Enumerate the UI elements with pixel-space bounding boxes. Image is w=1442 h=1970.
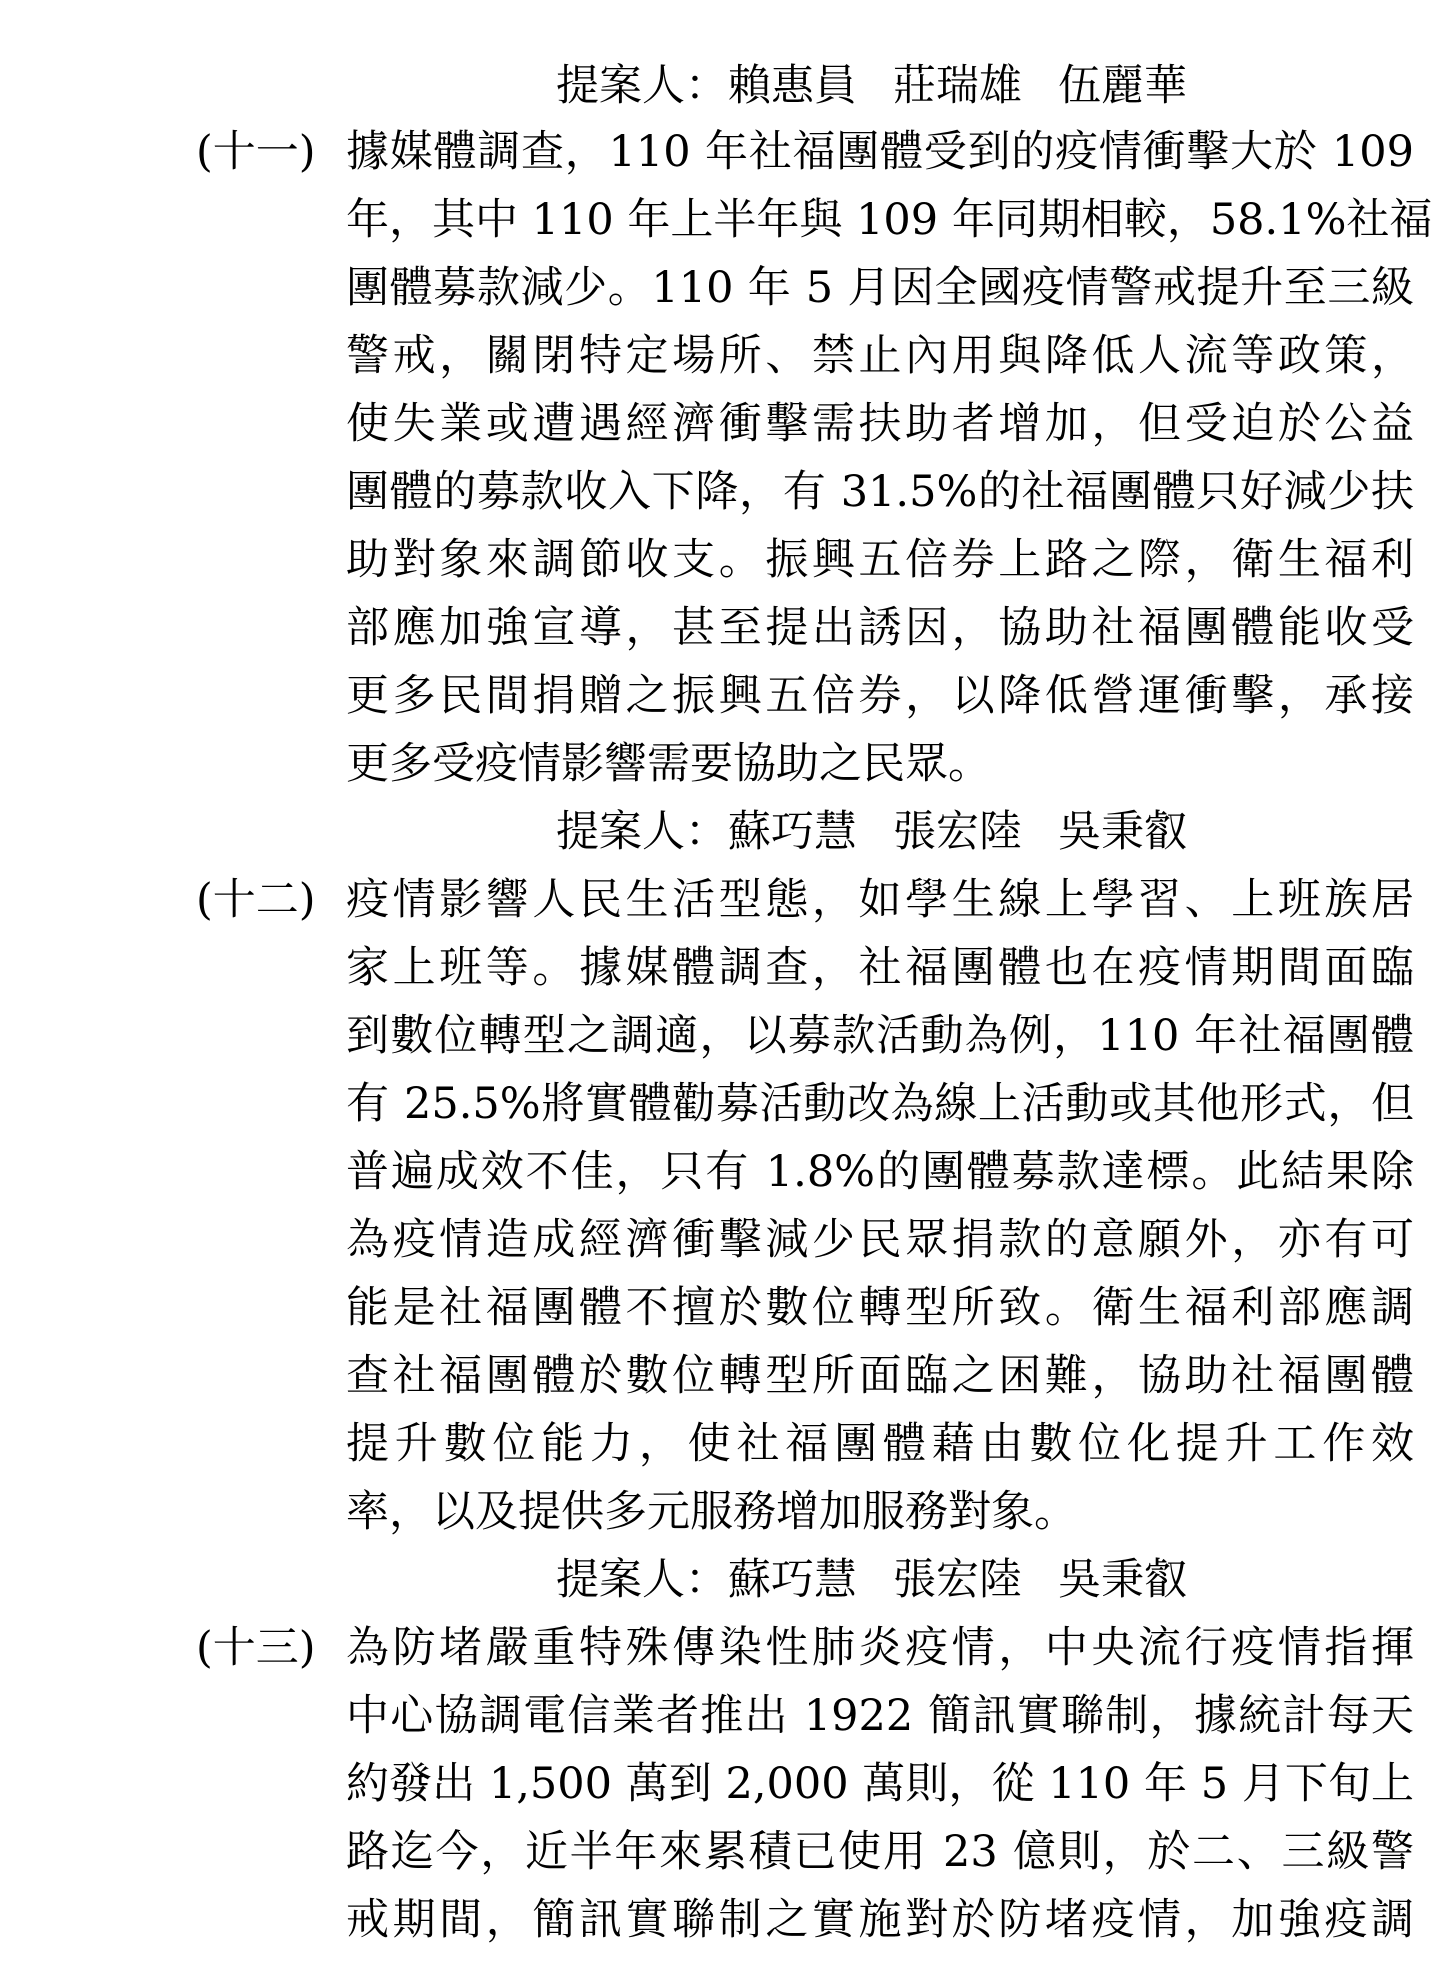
item-12-line: 家上班等。據媒體調查，社福團體也在疫情期間面臨 <box>346 943 1414 993</box>
item-12-line: 為疫情造成經濟衝擊減少民眾捐款的意願外，亦有可 <box>346 1215 1414 1265</box>
item-12-line: 能是社福團體不擅於數位轉型所致。衛生福利部應調 <box>346 1283 1414 1333</box>
item-12-line: 有 25.5%將實體勸募活動改為線上活動或其他形式，但 <box>346 1079 1414 1129</box>
proposer-name: 伍麗華 <box>1058 61 1187 111</box>
proposer-prefix: 提案人： <box>556 61 728 111</box>
proposer-name: 莊瑞雄 <box>893 61 1022 111</box>
proposer-name: 吳秉叡 <box>1058 807 1187 857</box>
item-label-11: (十一) <box>196 127 316 177</box>
item-13-line: 戒期間，簡訊實聯制之實施對於防堵疫情，加強疫調 <box>346 1895 1414 1945</box>
item-11-line: 團體募款減少。110 年 5 月因全國疫情警戒提升至三級 <box>346 263 1414 313</box>
item-11-line: 年，其中 110 年上半年與 109 年同期相較，58.1%社福 <box>346 195 1433 245</box>
item-11-line: 使失業或遭遇經濟衝擊需扶助者增加，但受迫於公益 <box>346 399 1414 449</box>
item-13-line: 中心協調電信業者推出 1922 簡訊實聯制，據統計每天 <box>346 1691 1414 1741</box>
item-13-line: 路迄今，近半年來累積已使用 23 億則，於二、三級警 <box>346 1827 1414 1877</box>
item-11-line: 據媒體調查，110 年社福團體受到的疫情衝擊大於 109 <box>346 127 1414 177</box>
proposer-prefix: 提案人： <box>556 807 728 857</box>
proposer-name: 蘇巧慧 <box>728 1555 857 1605</box>
item-12-line: 提升數位能力，使社福團體藉由數位化提升工作效 <box>346 1419 1414 1469</box>
item-12-line: 率，以及提供多元服務增加服務對象。 <box>346 1487 1077 1537</box>
item-12-line: 普遍成效不佳，只有 1.8%的團體募款達標。此結果除 <box>346 1147 1414 1197</box>
item-11-line: 更多民間捐贈之振興五倍券，以降低營運衝擊，承接 <box>346 671 1414 721</box>
item-11-line: 團體的募款收入下降，有 31.5%的社福團體只好減少扶 <box>346 467 1414 517</box>
proposer-prefix: 提案人： <box>556 1555 728 1605</box>
proposer-name: 賴惠員 <box>728 61 857 111</box>
proposer-line <box>556 52 1256 120</box>
item-11-line: 助對象來調節收支。振興五倍券上路之際，衛生福利 <box>346 535 1414 585</box>
proposer-line <box>556 1546 1256 1614</box>
proposer-name: 張宏陸 <box>893 807 1022 857</box>
item-12-line: 到數位轉型之調適，以募款活動為例，110 年社福團體 <box>346 1011 1414 1061</box>
item-label-12: (十二) <box>196 875 316 925</box>
item-label-13: (十三) <box>196 1623 316 1673</box>
item-11-line: 更多受疫情影響需要協助之民眾。 <box>346 739 991 789</box>
item-13-line: 約發出 1,500 萬到 2,000 萬則，從 110 年 5 月下旬上 <box>346 1759 1414 1809</box>
item-11-line: 警戒，關閉特定場所、禁止內用與降低人流等政策， <box>346 331 1414 381</box>
item-11-line: 部應加強宣導，甚至提出誘因，協助社福團體能收受 <box>346 603 1414 653</box>
item-12-line: 疫情影響人民生活型態，如學生線上學習、上班族居 <box>346 875 1414 925</box>
item-12-line: 查社福團體於數位轉型所面臨之困難，協助社福團體 <box>346 1351 1414 1401</box>
proposer-name: 吳秉叡 <box>1058 1555 1187 1605</box>
item-13-line: 為防堵嚴重特殊傳染性肺炎疫情，中央流行疫情指揮 <box>346 1623 1414 1673</box>
proposer-line <box>556 798 1256 866</box>
proposer-name: 張宏陸 <box>893 1555 1022 1605</box>
proposer-name: 蘇巧慧 <box>728 807 857 857</box>
